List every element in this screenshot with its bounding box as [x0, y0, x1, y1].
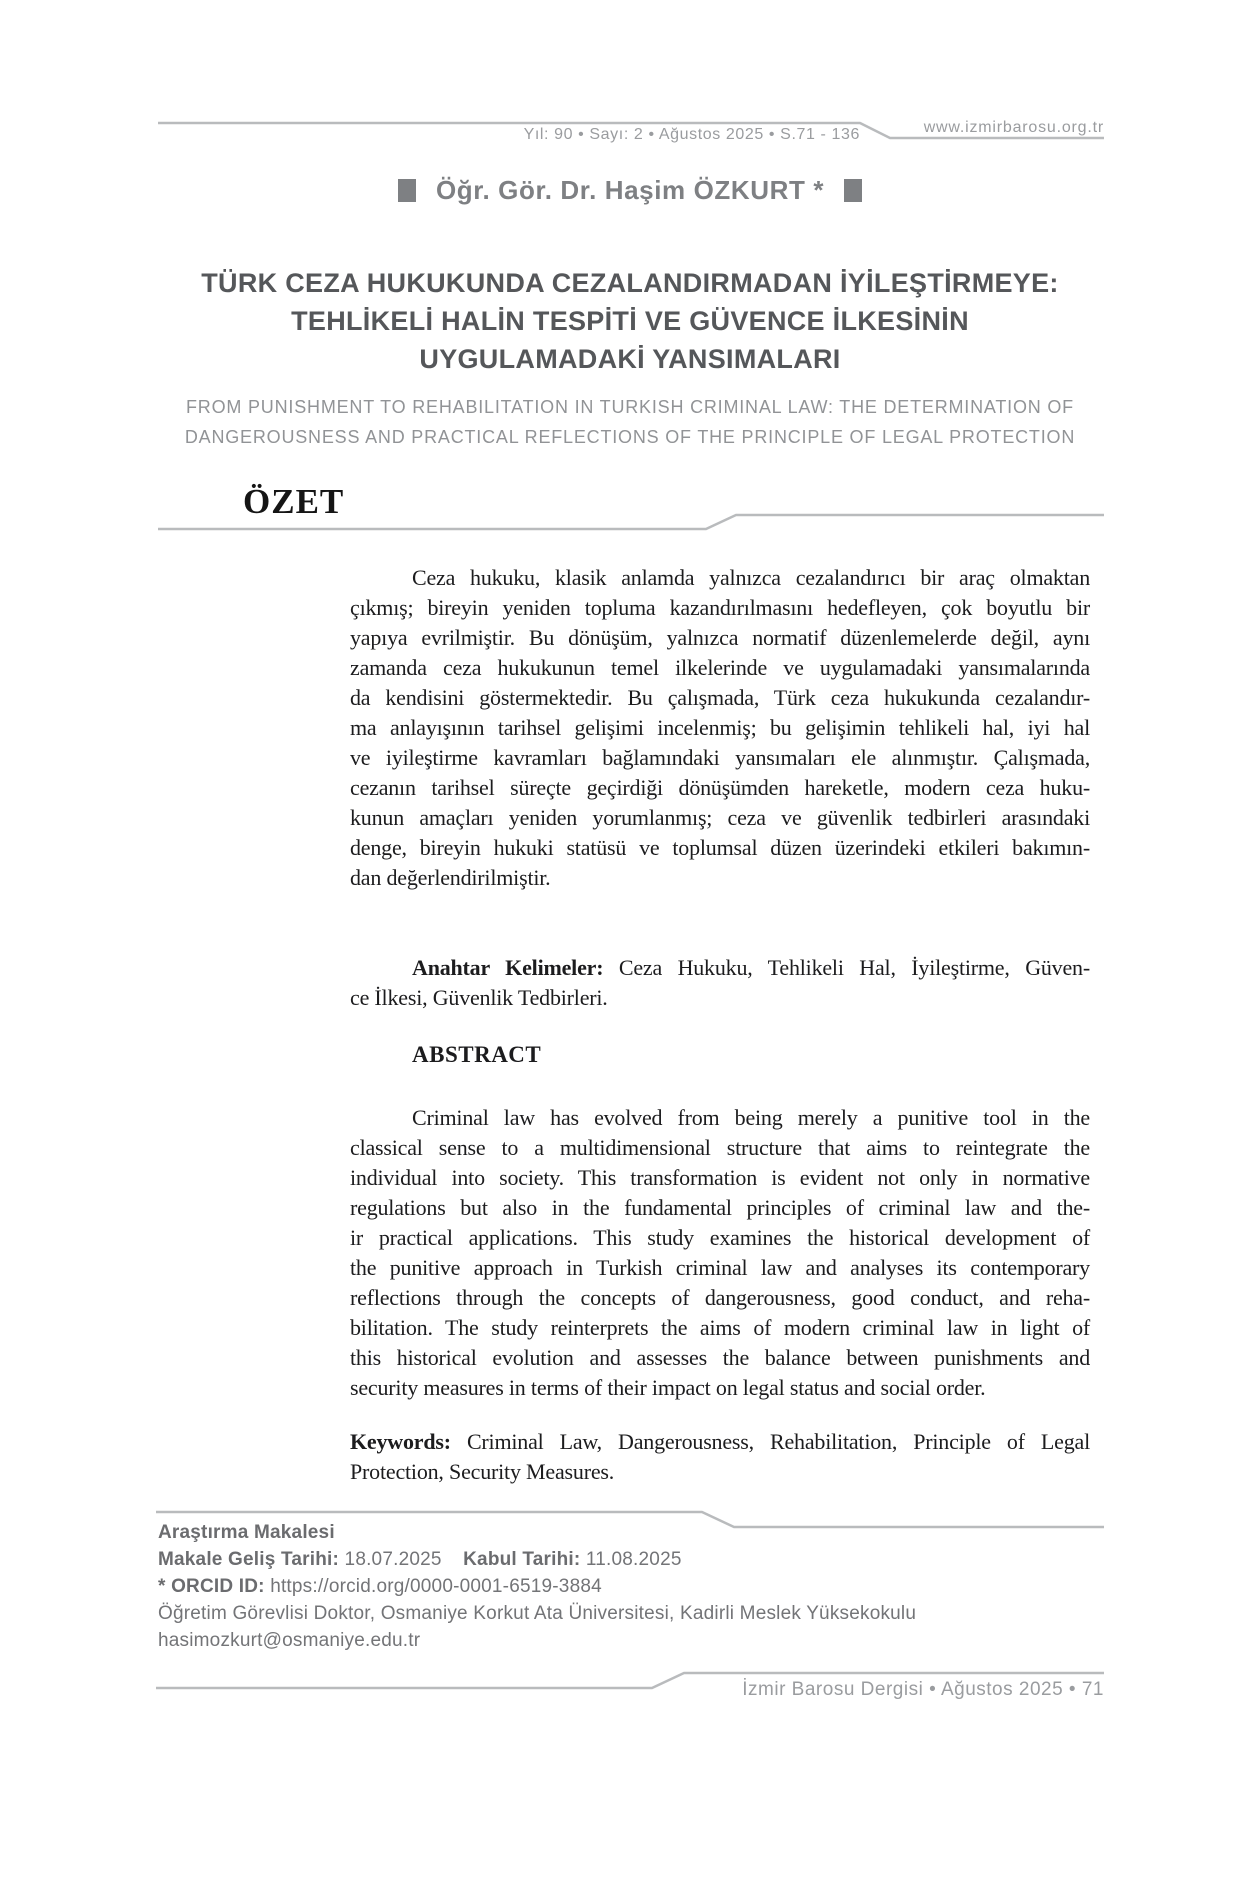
- abstract-line: bilitation. The study reinterprets the aims of modern criminal law in light of: [350, 1315, 1090, 1340]
- abstract-line: individual into society. This transformation is evident not only in normative: [350, 1165, 1090, 1190]
- ozet-heading: ÖZET: [243, 482, 345, 521]
- anahtar-text: Ceza Hukuku, Tehlikeli Hal, İyileştirme, Güven-: [618, 955, 1090, 980]
- title-line: UYGULAMADAKİ YANSIMALARI: [419, 344, 841, 374]
- ozet-line: kunun amaçları yeniden yorumlanmış; ceza ve güvenlik tedbirleri arasındaki: [350, 805, 1090, 830]
- keywords-line: Protection, Security Measures.: [350, 1459, 615, 1484]
- accepted-label: Kabul Tarihi:: [463, 1549, 581, 1570]
- issue-info: Yıl: 90 • Sayı: 2 • Ağustos 2025 • S.71 - 136: [523, 126, 860, 143]
- ozet-line: Ceza hukuku, klasik anlamda yalnızca cezalandırıcı bir araç olmaktan: [412, 565, 1090, 590]
- abstract-line: ir practical applications. This study examines the historical development of: [350, 1225, 1090, 1250]
- abstract-line: Criminal law has evolved from being merely a punitive tool in the: [412, 1105, 1090, 1130]
- orcid-link[interactable]: https://orcid.org/0000-0001-6519-3884: [270, 1576, 602, 1597]
- affiliation: Öğretim Görevlisi Doktor, Osmaniye Korkut Ata Üniversitesi, Kadirli Meslek Yüksekokulu: [158, 1603, 917, 1624]
- article-title-english: [80, 392, 1180, 452]
- journal-footer: İzmir Barosu Dergisi • Ağustos 2025 • 71: [742, 1679, 1104, 1700]
- received-value: 18.07.2025: [344, 1549, 442, 1570]
- anahtar-line: ce İlkesi, Güvenlik Tedbirleri.: [350, 985, 608, 1010]
- author-name: Öğr. Gör. Dr. Haşim ÖZKURT *: [435, 175, 825, 205]
- abstract-line: regulations but also in the fundamental principles of criminal law and the-: [350, 1195, 1090, 1220]
- keywords-text: Criminal Law, Dangerousness, Rehabilitation, Principle of Legal: [466, 1429, 1090, 1454]
- article-type: [158, 1519, 1108, 1546]
- ozet-line: yapıya evrilmiştir. Bu dönüşüm, yalnızca normatif düzenlemelerde değil, aynı: [350, 625, 1090, 650]
- email-link[interactable]: hasimozkurt@osmaniye.edu.tr: [158, 1630, 421, 1651]
- square-bullet-icon: [844, 179, 862, 202]
- ozet-paragraph: [350, 563, 1090, 893]
- anahtar-label: Anahtar Kelimeler:: [412, 955, 604, 980]
- article-title-turkish: [80, 264, 1180, 378]
- abstract-line: the punitive approach in Turkish criminal law and analyses its contemporary: [350, 1255, 1090, 1280]
- abstract-paragraph: [350, 1103, 1090, 1403]
- ozet-line: ma anlayışının tarihsel gelişimi incelenmiş; bu gelişimin tehlikeli hal, iyi hal: [350, 715, 1090, 740]
- keywords: [350, 1427, 1090, 1487]
- orcid-label: * ORCID ID:: [158, 1576, 265, 1597]
- ozet-line: dan değerlendirilmiştir.: [350, 865, 551, 890]
- dates-line: [158, 1546, 1108, 1573]
- article-metadata: [158, 1519, 1108, 1654]
- keywords-line: [350, 1427, 1090, 1457]
- ozet-line: ve iyileştirme kavramları bağlamındaki yansımaları ele alınmıştır. Çalışmada,: [350, 745, 1090, 770]
- ozet-line: çıkmış; bireyin yeniden topluma kazandırılmasını hedefleyen, çok boyutlu bir: [350, 595, 1090, 620]
- website-link[interactable]: www.izmirbarosu.org.tr: [923, 119, 1104, 136]
- accepted-value: 11.08.2025: [585, 1549, 682, 1570]
- title-line: TEHLİKELİ HALİN TESPİTİ VE GÜVENCE İLKESİNİN: [291, 306, 969, 336]
- article-type-label: Araştırma Makalesi: [158, 1522, 335, 1543]
- received-label: Makale Geliş Tarihi:: [158, 1549, 340, 1570]
- square-bullet-icon: [398, 179, 416, 202]
- author-row: [0, 175, 1260, 206]
- title-line: TÜRK CEZA HUKUKUNDA CEZALANDIRMADAN İYİLEŞTİRMEYE:: [201, 268, 1059, 298]
- anahtar-line: [350, 953, 1090, 983]
- ozet-line: da kendisini göstermektedir. Bu çalışmada, Türk ceza hukukunda cezalandır-: [350, 685, 1090, 710]
- ozet-line: denge, bireyin hukuki statüsü ve toplumsal düzen üzerindeki etkileri bakımın-: [350, 835, 1090, 860]
- keywords-label: Keywords:: [350, 1429, 451, 1454]
- abstract-line: this historical evolution and assesses the balance between punishments and: [350, 1345, 1090, 1370]
- ozet-line: cezanın tarihsel süreçte geçirdiği dönüşümden hareketle, modern ceza huku-: [350, 775, 1090, 800]
- abstract-line: security measures in terms of their impact on legal status and social order.: [350, 1375, 986, 1400]
- subtitle-line: DANGEROUSNESS AND PRACTICAL REFLECTIONS OF THE PRINCIPLE OF LEGAL PROTECTION: [184, 427, 1076, 447]
- ozet-line: zamanda ceza hukukunun temel ilkelerinde ve uygulamadaki yansımalarında: [350, 655, 1090, 680]
- anahtar-kelimeler: [350, 953, 1090, 1013]
- subtitle-line: FROM PUNISHMENT TO REHABILITATION IN TURKISH CRIMINAL LAW: THE DETERMINATION OF: [186, 397, 1074, 417]
- abstract-line: reflections through the concepts of dangerousness, good conduct, and reha-: [350, 1285, 1090, 1310]
- abstract-line: classical sense to a multidimensional structure that aims to reintegrate the: [350, 1135, 1090, 1160]
- orcid-line: [158, 1573, 1108, 1600]
- abstract-heading: ABSTRACT: [412, 1042, 542, 1067]
